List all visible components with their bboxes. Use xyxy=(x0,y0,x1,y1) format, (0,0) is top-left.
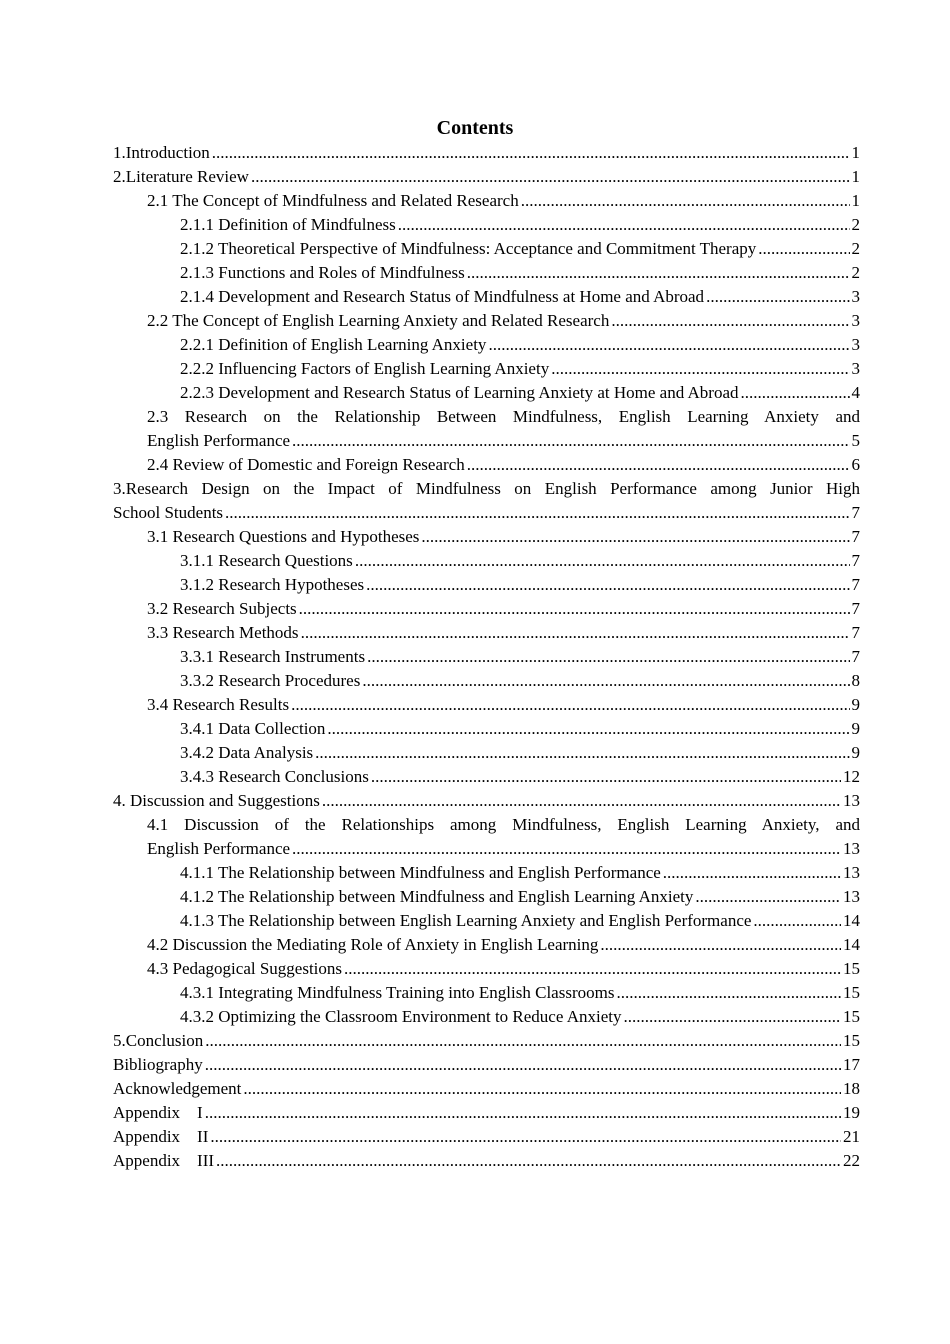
dot-leader xyxy=(706,285,849,309)
dot-leader xyxy=(488,333,849,357)
toc-entry[interactable] xyxy=(113,741,860,765)
toc-entry-title: 3.4.1 Data Collection xyxy=(180,719,326,738)
toc-page-number: 2 xyxy=(851,215,860,234)
dot-leader xyxy=(205,1053,841,1077)
toc-entry[interactable] xyxy=(113,213,860,237)
toc-page-number: 2 xyxy=(851,239,860,258)
toc-entry-title: 2.1.1 Definition of Mindfulness xyxy=(180,215,396,234)
toc-entry[interactable] xyxy=(113,597,860,621)
dot-leader xyxy=(398,213,850,237)
toc-entry[interactable] xyxy=(113,573,860,597)
toc-page-number: 15 xyxy=(843,959,860,978)
toc-entry-title: 3.4 Research Results xyxy=(147,695,290,714)
toc-entry-title: 3.1.1 Research Questions xyxy=(180,551,353,570)
toc-entry-title: 2.1.3 Functions and Roles of Mindfulness xyxy=(180,263,465,282)
dot-leader xyxy=(251,165,850,189)
toc-page-number: 8 xyxy=(851,671,860,690)
toc-entry[interactable] xyxy=(113,501,860,525)
toc-entry-title: 2.2.2 Influencing Factors of English Learning Anxiety xyxy=(180,359,550,378)
toc-entry-title: 4.1.3 The Relationship between English Learning Anxiety and English Performance xyxy=(180,911,752,930)
toc-entry-title: 3.1.2 Research Hypotheses xyxy=(180,575,365,594)
toc-page-number: 14 xyxy=(843,911,860,930)
toc-entry-line[interactable]: 3.Research Design on the Impact of Mindfulness on English Performance among Junior High xyxy=(113,479,860,498)
toc-entry-title: 3.4.3 Research Conclusions xyxy=(180,767,369,786)
toc-entry-line[interactable]: 2.3 Research on the Relationship Between Mindfulness, English Learning Anxiety and xyxy=(147,407,860,426)
toc-entry-title: Acknowledgement xyxy=(113,1079,242,1098)
toc-entry[interactable] xyxy=(113,1125,860,1149)
toc-entry[interactable] xyxy=(113,933,860,957)
dot-leader xyxy=(355,549,850,573)
dot-leader xyxy=(216,1149,841,1173)
dot-leader xyxy=(291,693,849,717)
toc-entry-title: 3.3.1 Research Instruments xyxy=(180,647,366,666)
toc-page-number: 1 xyxy=(851,167,860,186)
toc-page-number: 13 xyxy=(843,863,860,882)
toc-page-number: 15 xyxy=(843,983,860,1002)
toc-page-number: 14 xyxy=(843,935,860,954)
toc-entry-title: 4.1.1 The Relationship between Mindfulness and English Performance xyxy=(180,863,661,882)
toc-page-number: 1 xyxy=(851,143,860,162)
toc-entry[interactable] xyxy=(113,1005,860,1029)
toc-page-number: 6 xyxy=(851,455,860,474)
toc-page-number: 7 xyxy=(851,623,860,642)
toc-entry-title: 2.1 The Concept of Mindfulness and Related Research xyxy=(147,191,519,210)
toc-entry-title: English Performance xyxy=(147,431,291,450)
toc-page-number: 5 xyxy=(851,431,860,450)
toc-entry[interactable] xyxy=(113,669,860,693)
toc-entry-title: 3.3.2 Research Procedures xyxy=(180,671,361,690)
toc-page-number: 13 xyxy=(843,887,860,906)
toc-entry[interactable] xyxy=(113,261,860,285)
toc-page-number: 7 xyxy=(851,599,860,618)
toc-page-number: 3 xyxy=(851,335,860,354)
dot-leader xyxy=(210,1125,841,1149)
table-of-contents xyxy=(113,141,860,1173)
toc-entry[interactable] xyxy=(113,1077,860,1101)
dot-leader xyxy=(205,1101,841,1125)
toc-entry-title: 2.1.2 Theoretical Perspective of Mindfulness: Acceptance and Commitment Therapy xyxy=(180,239,757,258)
toc-page-number: 7 xyxy=(851,647,860,666)
toc-entry-title: Appendix I xyxy=(113,1103,203,1122)
dot-leader xyxy=(212,141,850,165)
toc-entry-title: 2.4 Review of Domestic and Foreign Research xyxy=(147,455,465,474)
toc-page-number: 3 xyxy=(851,359,860,378)
toc-entry-title: 3.3 Research Methods xyxy=(147,623,299,642)
dot-leader xyxy=(362,669,849,693)
toc-page-number: 7 xyxy=(851,527,860,546)
toc-entry[interactable] xyxy=(113,837,860,861)
dot-leader xyxy=(421,525,849,549)
dot-leader xyxy=(600,933,841,957)
toc-page-number: 19 xyxy=(843,1103,860,1122)
dot-leader xyxy=(327,717,849,741)
toc-title: Contents xyxy=(436,117,514,139)
toc-page-number: 7 xyxy=(851,551,860,570)
toc-page-number: 18 xyxy=(843,1079,860,1098)
toc-entry-title: 2.2.3 Development and Research Status of Learning Anxiety at Home and Abroad xyxy=(180,383,739,402)
toc-page-number: 9 xyxy=(851,695,860,714)
toc-entry[interactable] xyxy=(113,909,860,933)
dot-leader xyxy=(623,1005,841,1029)
dot-leader xyxy=(315,741,849,765)
toc-entry-title: Appendix III xyxy=(113,1151,215,1170)
toc-page-number: 3 xyxy=(851,287,860,306)
toc-entry[interactable] xyxy=(113,189,860,213)
toc-page-number: 7 xyxy=(851,503,860,522)
dot-leader xyxy=(371,765,841,789)
toc-entry-title: 4. Discussion and Suggestions xyxy=(113,791,320,810)
toc-entry[interactable] xyxy=(113,429,860,453)
toc-page-number: 3 xyxy=(851,311,860,330)
toc-page-number: 12 xyxy=(843,767,860,786)
toc-page-number: 13 xyxy=(843,839,860,858)
toc-entry[interactable] xyxy=(113,693,860,717)
toc-page-number: 1 xyxy=(851,191,860,210)
dot-leader xyxy=(344,957,841,981)
dot-leader xyxy=(758,237,849,261)
toc-entry-title: 2.2 The Concept of English Learning Anxiety and Related Research xyxy=(147,311,610,330)
dot-leader xyxy=(753,909,841,933)
toc-entry[interactable] xyxy=(113,525,860,549)
toc-page-number: 22 xyxy=(843,1151,860,1170)
toc-entry-title: 4.3 Pedagogical Suggestions xyxy=(147,959,343,978)
dot-leader xyxy=(467,453,850,477)
toc-entry-title: Appendix II xyxy=(113,1127,209,1146)
dot-leader xyxy=(741,381,850,405)
toc-entry[interactable] xyxy=(113,765,860,789)
toc-entry-title: 3.1 Research Questions and Hypotheses xyxy=(147,527,420,546)
dot-leader xyxy=(225,501,849,525)
dot-leader xyxy=(205,1029,841,1053)
dot-leader xyxy=(366,573,849,597)
toc-page-number: 9 xyxy=(851,719,860,738)
toc-entry-title: 4.3.1 Integrating Mindfulness Training into English Classrooms xyxy=(180,983,615,1002)
toc-entry[interactable] xyxy=(113,357,860,381)
toc-entry-title: 3.2 Research Subjects xyxy=(147,599,297,618)
toc-entry-title: 4.1.2 The Relationship between Mindfulness and English Learning Anxiety xyxy=(180,887,694,906)
toc-entry-title: English Performance xyxy=(147,839,291,858)
toc-entry[interactable] xyxy=(113,453,860,477)
toc-entry[interactable] xyxy=(113,237,860,261)
toc-entry-title: 5.Conclusion xyxy=(113,1031,204,1050)
toc-entry[interactable] xyxy=(113,141,860,165)
dot-leader xyxy=(695,885,841,909)
toc-entry[interactable] xyxy=(113,621,860,645)
dot-leader xyxy=(467,261,850,285)
toc-page-number: 4 xyxy=(851,383,860,402)
dot-leader xyxy=(292,429,849,453)
dot-leader xyxy=(301,621,850,645)
toc-entry-title: 1.Introduction xyxy=(113,143,210,162)
toc-entry-title: 2.1.4 Development and Research Status of Mindfulness at Home and Abroad xyxy=(180,287,705,306)
dot-leader xyxy=(521,189,850,213)
toc-page-number: 7 xyxy=(851,575,860,594)
toc-entry-title: 4.3.2 Optimizing the Classroom Environment to Reduce Anxiety xyxy=(180,1007,622,1026)
toc-entry[interactable] xyxy=(113,981,860,1005)
toc-page-number: 2 xyxy=(851,263,860,282)
toc-page-number: 13 xyxy=(843,791,860,810)
toc-entry[interactable] xyxy=(113,645,860,669)
toc-entry-title: 2.2.1 Definition of English Learning Anxiety xyxy=(180,335,487,354)
dot-leader xyxy=(292,837,841,861)
toc-entry-title: 4.2 Discussion the Mediating Role of Anxiety in English Learning xyxy=(147,935,599,954)
toc-entry-line[interactable]: 4.1 Discussion of the Relationships among Mindfulness, English Learning Anxiety, and xyxy=(147,815,860,834)
toc-entry[interactable] xyxy=(113,861,860,885)
toc-entry-title: Bibliography xyxy=(113,1055,203,1074)
toc-page-number: 15 xyxy=(843,1031,860,1050)
toc-entry[interactable] xyxy=(113,285,860,309)
toc-entry[interactable] xyxy=(113,1029,860,1053)
toc-entry[interactable] xyxy=(113,165,860,189)
toc-entry-title: 2.Literature Review xyxy=(113,167,249,186)
dot-leader xyxy=(663,861,841,885)
toc-entry[interactable] xyxy=(113,333,860,357)
toc-entry-title: 3.4.2 Data Analysis xyxy=(180,743,314,762)
toc-entry[interactable] xyxy=(113,309,860,333)
toc-entry[interactable] xyxy=(113,957,860,981)
toc-entry[interactable] xyxy=(113,1149,860,1173)
dot-leader xyxy=(322,789,841,813)
toc-page-number: 15 xyxy=(843,1007,860,1026)
dot-leader xyxy=(611,309,849,333)
dot-leader xyxy=(551,357,849,381)
dot-leader xyxy=(243,1077,841,1101)
toc-entry[interactable] xyxy=(113,1101,860,1125)
toc-entry[interactable] xyxy=(113,717,860,741)
toc-page-number: 17 xyxy=(843,1055,860,1074)
toc-entry[interactable] xyxy=(113,885,860,909)
toc-entry[interactable] xyxy=(113,789,860,813)
toc-page-number: 21 xyxy=(843,1127,860,1146)
toc-entry[interactable] xyxy=(113,549,860,573)
toc-entry[interactable] xyxy=(113,1053,860,1077)
dot-leader xyxy=(367,645,849,669)
dot-leader xyxy=(616,981,841,1005)
dot-leader xyxy=(299,597,850,621)
toc-page-number: 9 xyxy=(851,743,860,762)
toc-entry-title: School Students xyxy=(113,503,224,522)
toc-entry[interactable] xyxy=(113,381,860,405)
